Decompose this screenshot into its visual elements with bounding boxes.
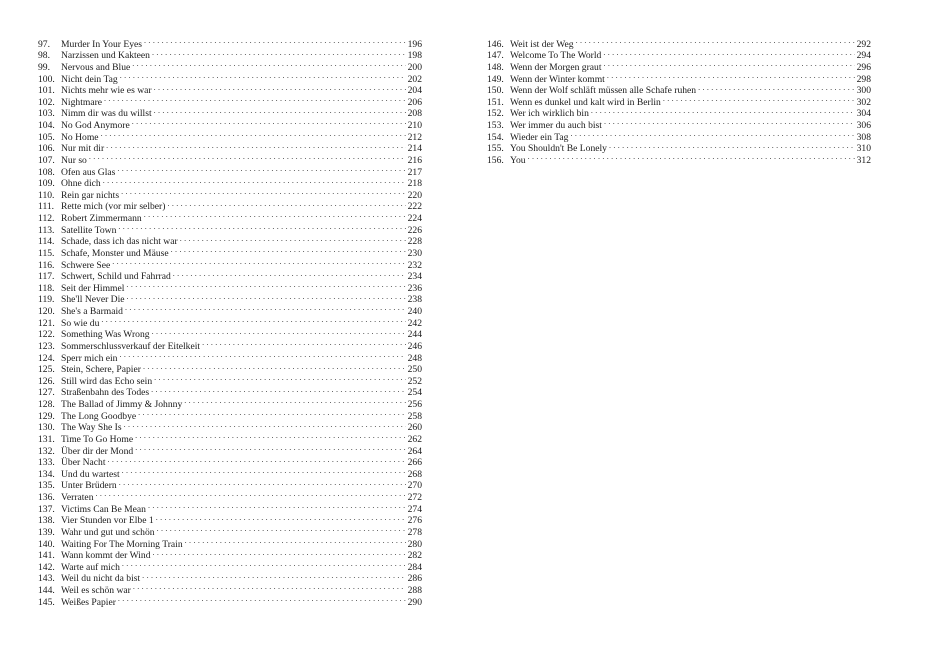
dot-leader [127,291,406,303]
dot-leader [604,116,855,128]
entry-number: 113. [38,224,55,236]
entry-title: No Home [61,131,99,143]
dot-leader [154,372,405,384]
entry-number: 131. [38,433,55,445]
entry-title: So wie du [61,317,100,329]
dot-leader [143,361,406,373]
dot-leader [604,58,855,70]
entry-page-number: 242 [407,317,422,329]
dot-leader [528,151,855,163]
dot-leader [125,302,406,314]
entry-page-number: 264 [407,445,422,457]
dot-leader [698,82,855,94]
entry-number: 139. [38,526,55,538]
entry-title: Weil du nicht da bist [61,573,141,585]
entry-page-number: 216 [407,154,422,166]
entry-page-number: 284 [407,561,422,573]
dot-leader [135,430,406,442]
entry-page-number: 270 [407,480,422,492]
entry-page-number: 292 [856,38,871,50]
entry-title: Wahr und gut und schön [61,526,155,538]
entry-number: 103. [38,108,55,120]
entry-number: 101. [38,85,55,97]
entry-number: 98. [38,50,50,62]
toc-entry [38,35,422,50]
entry-number: 141. [38,550,55,562]
entry-page-number: 308 [856,131,871,143]
entry-title: Nichts mehr wie es war [61,85,152,97]
entry-page-number: 288 [407,585,422,596]
entry-number: 112. [38,213,55,224]
entry-number: 125. [38,364,55,376]
entry-title: Schade, dass ich das nicht war [61,236,178,248]
entry-page-number: 244 [407,329,422,341]
entry-title: Nur mit dir [61,143,105,155]
entry-title: Wer ich wirklich bin [510,108,589,120]
entry-page-number: 302 [856,96,871,108]
entry-title: Über Nacht [61,457,106,469]
dot-leader [171,244,406,256]
dot-leader [142,570,405,582]
entry-page-number: 202 [407,73,422,85]
entry-title: Robert Zimmermann [61,213,142,224]
dot-leader [118,593,406,605]
entry-page-number: 246 [407,340,422,352]
entry-page-number: 226 [407,224,422,236]
dot-leader [152,326,406,338]
entry-page-number: 212 [407,131,422,143]
entry-page-number: 254 [407,387,422,399]
entry-page-number: 272 [407,492,422,503]
dot-leader [89,151,406,163]
entry-page-number: 312 [856,154,871,166]
dot-leader [663,93,855,105]
entry-title: Rette mich (vor mir selber) [61,201,166,213]
entry-title: Time To Go Home [61,433,134,445]
entry-title: The Long Goodbye [61,410,137,422]
entry-title: Wenn es dunkel und kalt wird in Berlin [510,96,661,108]
dot-leader [148,500,406,512]
entry-title: Wer immer du auch bist [510,120,602,131]
dot-leader [135,442,405,454]
entry-page-number: 217 [407,166,422,178]
entry-number: 115. [38,247,55,259]
entry-number: 153. [487,120,504,131]
entry-number: 130. [38,422,55,434]
dot-leader [124,419,406,431]
entry-number: 146. [487,38,504,50]
dot-leader [154,82,406,94]
dot-leader [107,454,405,466]
entry-number: 132. [38,445,55,457]
dot-leader [119,477,406,489]
entry-page-number: 258 [407,410,422,422]
entry-number: 140. [38,538,55,550]
entry-page-number: 252 [407,375,422,387]
entry-title: Sommerschlussverkauf der Eitelkeit [61,340,201,352]
dot-leader [202,337,406,349]
right-page [463,0,927,648]
entry-page-number: 204 [407,85,422,97]
dot-leader [152,47,406,59]
entry-title: Über dir der Mond [61,445,134,457]
entry-page-number: 280 [407,538,422,550]
toc-entry [38,500,422,515]
entry-title: Wieder ein Tag [510,131,569,143]
dot-leader [603,47,854,59]
entry-title: Weißes Papier [61,596,116,608]
entry-title: Unter Brüdern [61,480,117,492]
dot-leader [121,186,406,198]
entry-page-number: 228 [407,236,422,248]
entry-number: 147. [487,50,504,62]
entry-title: No God Anymore [61,120,130,131]
entry-number: 134. [38,468,55,480]
entry-page-number: 296 [856,61,871,73]
entry-title: Welcome To The World [510,50,602,62]
dot-leader [118,221,405,233]
entry-number: 144. [38,585,55,596]
entry-number: 107. [38,154,55,166]
entry-number: 97. [38,38,50,50]
entry-number: 119. [38,294,55,306]
entry-page-number: 214 [407,143,422,155]
entry-number: 100. [38,73,55,85]
entry-number: 123. [38,340,55,352]
entry-number: 124. [38,352,55,364]
dot-leader [103,175,406,187]
entry-title: Rein gar nichts [61,189,120,201]
entry-title: Stein, Schere, Papier [61,364,141,376]
entry-title: Something Was Wrong [61,329,150,341]
entry-page-number: 260 [407,422,422,434]
entry-page-number: 240 [407,306,422,317]
entry-title: Ofen aus Glas [61,166,116,178]
entry-page-number: 262 [407,433,422,445]
entry-page-number: 208 [407,108,422,120]
entry-number: 135. [38,480,55,492]
dot-leader [609,140,855,152]
entry-number: 99. [38,61,50,73]
entry-number: 148. [487,61,504,73]
entry-number: 108. [38,166,55,178]
dot-leader [133,581,406,593]
dot-leader [151,384,405,396]
entry-number: 104. [38,120,55,131]
entry-page-number: 238 [407,294,422,306]
dot-leader [126,279,405,291]
entry-number: 109. [38,178,55,190]
entry-title: Warte auf mich [61,561,120,573]
dot-leader [591,105,855,117]
toc-entry [38,163,422,178]
entry-page-number: 218 [407,178,422,190]
entry-page-number: 200 [407,61,422,73]
entry-title: Wenn der Wolf schläft müssen alle Schafe ruhen [510,85,697,97]
entry-number: 127. [38,387,55,399]
entry-number: 151. [487,96,504,108]
entry-title: Wann kommt der Wind [61,550,151,562]
dot-leader [96,488,406,500]
entry-page-number: 196 [407,38,422,50]
dot-leader [132,116,406,128]
left-page [0,0,463,648]
entry-title: Nervous and Blue [61,61,131,73]
dot-leader [144,35,406,47]
entry-page-number: 274 [407,503,422,515]
entry-number: 114. [38,236,55,248]
entry-title: Murder In Your Eyes [61,38,143,50]
entry-number: 150. [487,85,504,97]
entry-page-number: 286 [407,573,422,585]
entry-number: 106. [38,143,55,155]
entry-title: The Ballad of Jimmy & Johnny [61,399,183,410]
entry-title: Wenn der Morgen graut [510,61,602,73]
toc-entry [487,151,871,166]
entry-title: Schwere See [61,259,111,271]
entry-number: 111. [38,201,55,213]
dot-leader [156,512,406,524]
entry-number: 142. [38,561,55,573]
entry-title: Still wird das Echo sein [61,375,153,387]
entry-page-number: 206 [407,96,422,108]
entry-number: 133. [38,457,55,469]
dot-leader [180,233,406,245]
entry-page-number: 232 [407,259,422,271]
entry-title: Vier Stunden vor Elbe 1 [61,515,154,527]
entry-title: Nicht dein Tag [61,73,118,85]
entry-title: Verraten [61,492,94,503]
entry-number: 117. [38,271,55,283]
dot-leader [576,35,855,47]
entry-title: Schwert, Schild und Fahrrad [61,271,171,283]
entry-title: She's a Barmaid [61,306,123,317]
entry-title: Sperr mich ein [61,352,118,364]
entry-page-number: 282 [407,550,422,562]
entry-number: 149. [487,73,504,85]
entry-title: Schafe, Monster und Mäuse [61,247,169,259]
entry-title: You Shouldn't Be Lonely [510,143,607,155]
dot-leader [154,105,406,117]
entry-title: Waiting For The Morning Train [61,538,183,550]
dot-leader [132,58,405,70]
entry-title: She'll Never Die [61,294,125,306]
entry-number: 143. [38,573,55,585]
entry-number: 154. [487,131,504,143]
entry-title: Ohne dich [61,178,101,190]
dot-leader [101,128,406,140]
dot-leader [173,268,406,280]
entry-page-number: 220 [407,189,422,201]
dot-leader [144,209,406,221]
entry-page-number: 248 [407,352,422,364]
entry-title: The Way She Is [61,422,122,434]
toc-entry [487,35,871,50]
dot-leader [570,128,854,140]
entry-page-number: 210 [407,120,422,131]
entry-title: Satellite Town [61,224,117,236]
entry-title: Und du wartest [61,468,120,480]
entry-number: 121. [38,317,55,329]
dot-leader [157,523,406,535]
entry-page-number: 278 [407,526,422,538]
dot-leader [106,140,405,152]
table-of-contents-right [487,35,871,166]
dot-leader [184,395,405,407]
toc-entry [38,151,422,166]
entry-number: 122. [38,329,55,341]
entry-page-number: 256 [407,399,422,410]
dot-leader [167,198,405,210]
entry-page-number: 300 [856,85,871,97]
entry-number: 129. [38,410,55,422]
dot-leader [607,70,855,82]
entry-title: Narzissen und Kakteen [61,50,150,62]
entry-page-number: 306 [856,120,871,131]
entry-page-number: 224 [407,213,422,224]
entry-number: 155. [487,143,504,155]
entry-number: 118. [38,282,55,294]
entry-page-number: 290 [407,596,422,608]
entry-number: 116. [38,259,55,271]
entry-page-number: 310 [856,143,871,155]
entry-page-number: 234 [407,271,422,283]
entry-number: 126. [38,375,55,387]
table-of-contents-left [38,35,422,608]
entry-page-number: 268 [407,468,422,480]
entry-number: 110. [38,189,55,201]
toc-entry [38,488,422,503]
entry-title: Seit der Himmel [61,282,125,294]
entry-page-number: 236 [407,282,422,294]
entry-number: 136. [38,492,55,503]
dot-leader [101,314,405,326]
dot-leader [185,535,406,547]
entry-number: 152. [487,108,504,120]
dot-leader [119,349,405,361]
entry-number: 120. [38,306,55,317]
entry-page-number: 198 [407,50,422,62]
entry-number: 138. [38,515,55,527]
entry-number: 128. [38,399,55,410]
dot-leader [104,93,406,105]
entry-page-number: 294 [856,50,871,62]
entry-title: Nightmare [61,96,103,108]
entry-number: 145. [38,596,55,608]
entry-title: Straßenbahn des Todes [61,387,150,399]
entry-page-number: 250 [407,364,422,376]
dot-leader [138,407,405,419]
entry-page-number: 222 [407,201,422,213]
entry-title: Nimm dir was du willst [61,108,152,120]
entry-number: 156. [487,154,504,166]
entry-page-number: 298 [856,73,871,85]
entry-page-number: 276 [407,515,422,527]
entry-number: 137. [38,503,55,515]
entry-title: Weit ist der Weg [510,38,574,50]
dot-leader [117,163,405,175]
entry-title: Nur so [61,154,87,166]
entry-number: 102. [38,96,55,108]
entry-page-number: 304 [856,108,871,120]
entry-title: Victims Can Be Mean [61,503,146,515]
dot-leader [153,547,406,559]
entry-title: Wenn der Winter kommt [510,73,605,85]
entry-title: Weil es schön war [61,585,131,596]
dot-leader [112,256,405,268]
entry-page-number: 230 [407,247,422,259]
entry-number: 105. [38,131,55,143]
entry-title: You [510,154,526,166]
dot-leader [120,70,406,82]
entry-page-number: 266 [407,457,422,469]
dot-leader [122,558,406,570]
dot-leader [122,465,406,477]
